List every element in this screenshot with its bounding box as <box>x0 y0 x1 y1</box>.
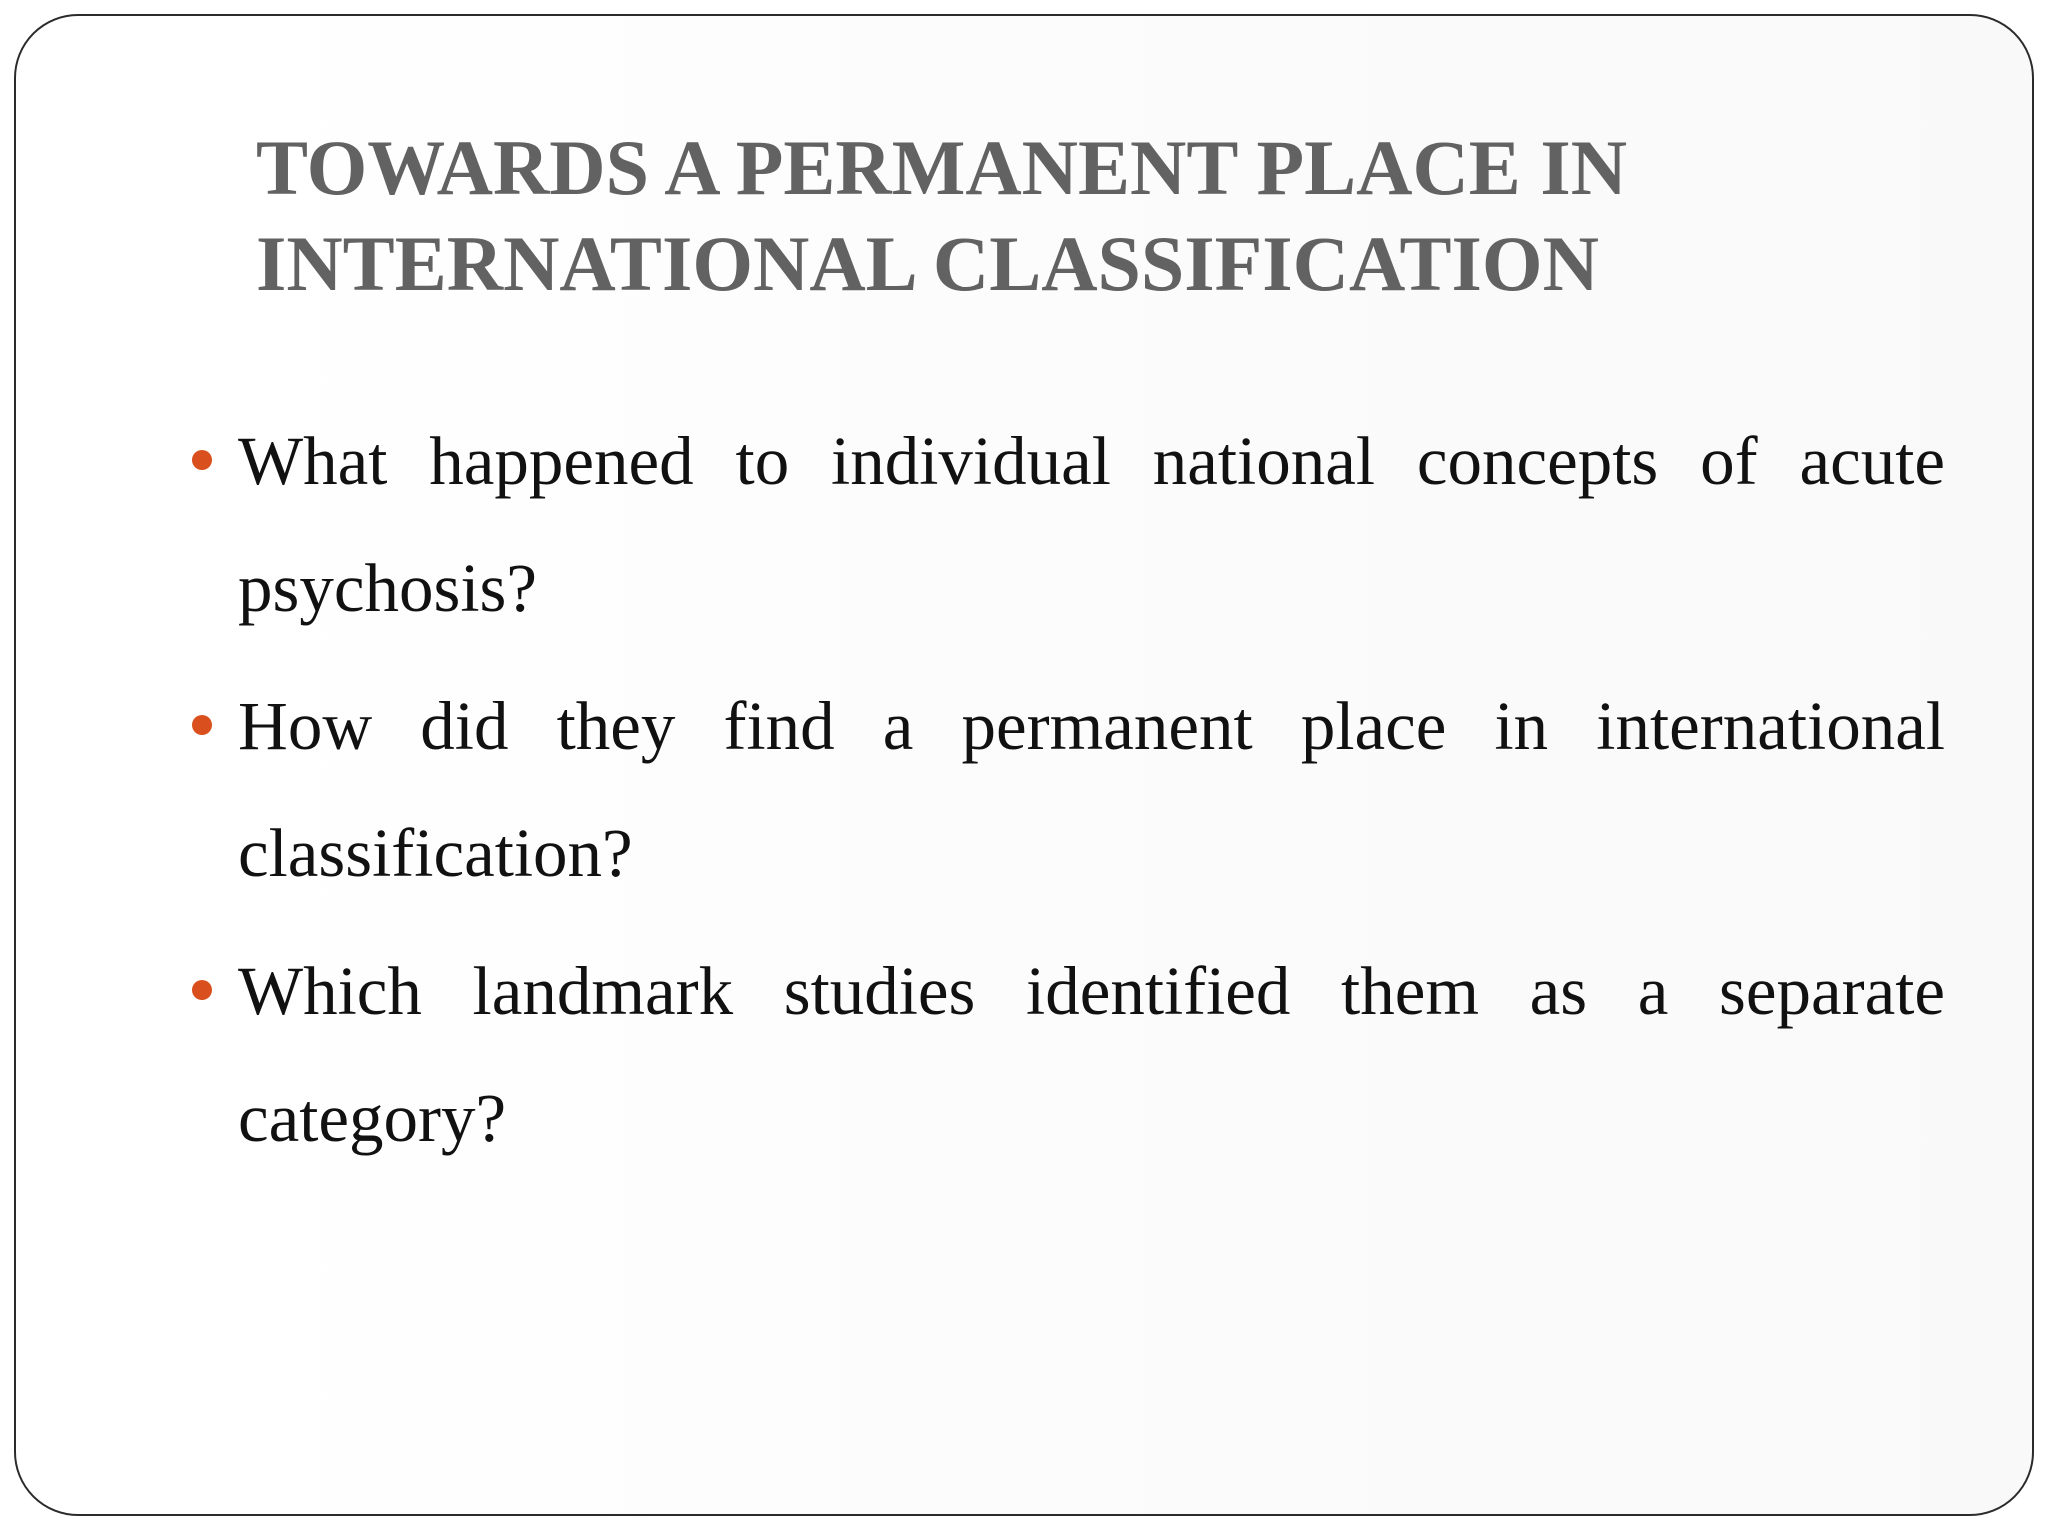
slide-title <box>256 120 1896 312</box>
slide-title-line-1: TOWARDS A PERMANENT PLACE IN <box>256 124 1628 211</box>
slide-frame <box>14 14 2034 1516</box>
bullet-dot-icon <box>192 715 212 735</box>
bullet-item-1 <box>238 398 1945 652</box>
bullet-item-3 <box>238 928 1945 1182</box>
bullet-text-2: How did they find a permanent place in international classification? <box>238 688 1945 891</box>
slide-title-line-2: INTERNATIONAL CLASSIFICATION <box>256 220 1599 307</box>
bullet-text-1: What happened to individual national concepts of acute psychosis? <box>238 423 1945 626</box>
bullet-dot-icon <box>192 450 212 470</box>
bullet-item-2 <box>238 663 1945 917</box>
bullet-list <box>16 398 2032 1193</box>
bullet-text-3: Which landmark studies identified them as a separate category? <box>238 953 1945 1156</box>
bullet-dot-icon <box>192 980 212 1000</box>
